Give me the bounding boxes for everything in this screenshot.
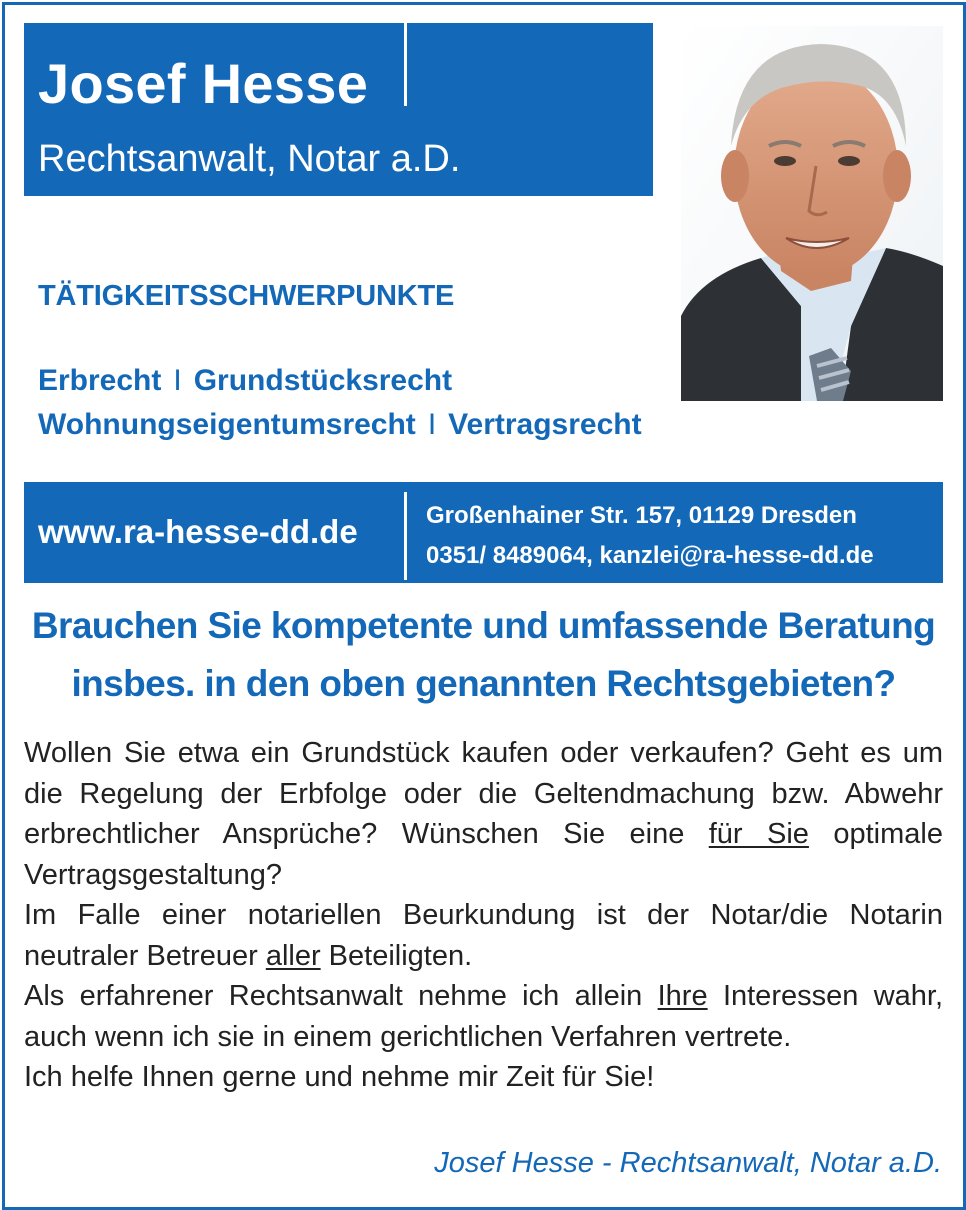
phone-email[interactable]: 0351/ 8489064, kanzlei@ra-hesse-dd.de (426, 542, 874, 569)
lawyer-title: Rechtsanwalt, Notar a.D. (38, 138, 461, 180)
headline (24, 597, 943, 713)
body-paragraph (24, 895, 943, 976)
body-text-span: Wollen Sie etwa ein Grundstück kaufen oder verkaufen? Geht es um die Regelung der Erbfolge oder die Geltendmachung bzw. Abwehr erbrechtlicher Ansprüche? Wünschen Sie eine (24, 737, 943, 850)
body-paragraph (24, 733, 943, 895)
focus-area: Grundstücksrecht (193, 364, 453, 397)
contact-divider (404, 492, 407, 580)
header-divider (404, 23, 407, 106)
focus-area: Vertragsrecht (448, 408, 642, 441)
focus-area: Erbrecht (38, 364, 162, 397)
body-text-span: Beteiligten. (320, 939, 473, 972)
contact-details (426, 496, 874, 576)
body-text (24, 733, 943, 1098)
focus-heading: TÄTIGKEITSSCHWERPUNKTE (38, 280, 455, 312)
focus-areas-row-2 (38, 403, 642, 447)
body-text-span: Im Falle einer notariellen Beurkundung ist der Notar/die Notarin neutraler Betreuer (24, 899, 943, 972)
signature: Josef Hesse - Rechtsanwalt, Notar a.D. (434, 1147, 942, 1179)
focus-areas (38, 359, 642, 447)
postal-address: Großenhainer Str. 157, 01129 Dresden (426, 502, 857, 529)
focus-area: Wohnungseigentumsrecht (38, 408, 416, 441)
body-text-span: optimale Vertragsgestaltung? (24, 818, 943, 891)
body-underline: für Sie (708, 818, 809, 850)
body-underline: Ihre (657, 980, 708, 1012)
headline-line-1: Brauchen Sie kompetente und umfassende Beratung (31, 605, 936, 646)
body-paragraph: Ich helfe Ihnen gerne und nehme mir Zeit für Sie! (24, 1061, 655, 1093)
body-text-span: Als erfahrener Rechtsanwalt nehme ich allein (24, 980, 658, 1012)
portrait-photo-icon (681, 26, 943, 401)
headline-line-2: insbes. in den oben genannten Rechtsgebieten? (71, 663, 896, 704)
body-underline: aller (265, 939, 321, 972)
focus-separator: I (427, 408, 437, 441)
website-link[interactable]: www.ra-hesse-dd.de (38, 513, 358, 550)
focus-separator: I (173, 364, 182, 397)
lawyer-name: Josef Hesse (38, 52, 369, 115)
body-text-span: Interessen wahr, auch wenn ich sie in einem gerichtlichen Verfahren vertrete. (24, 980, 944, 1053)
focus-areas-row-1 (38, 359, 642, 403)
body-paragraph (24, 976, 943, 1057)
